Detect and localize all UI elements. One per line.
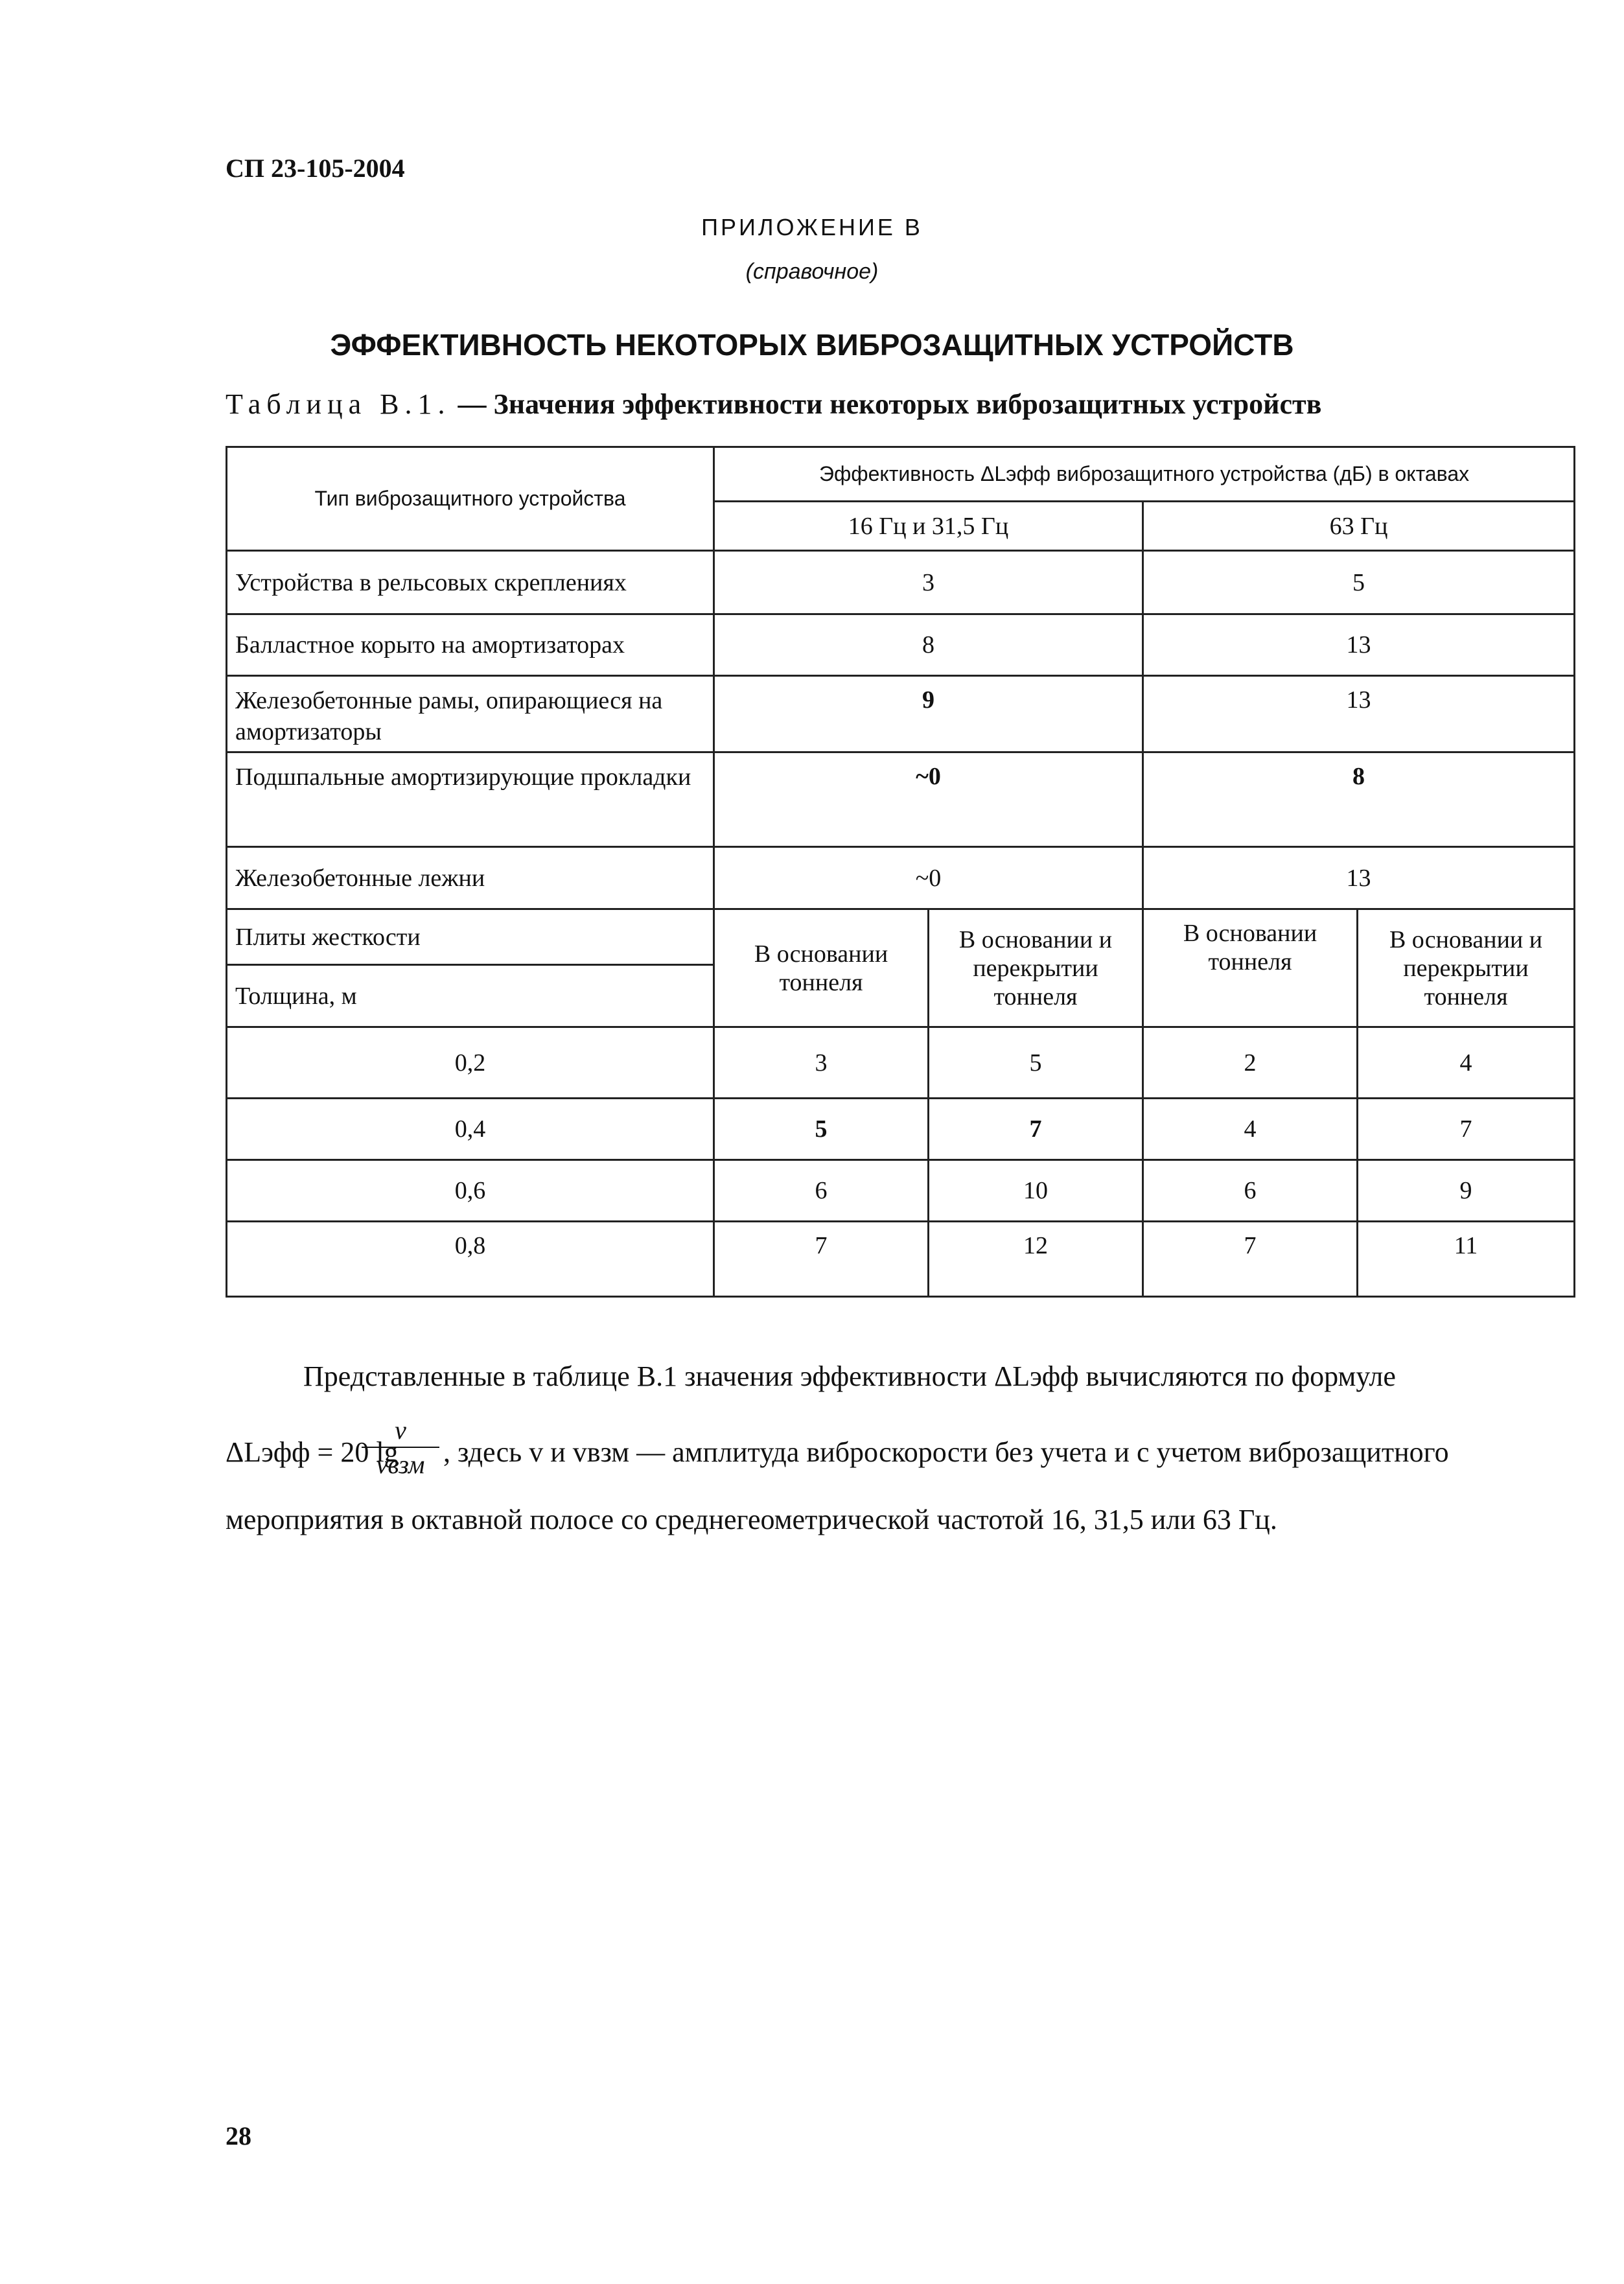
device-value-63: 5 [1143, 551, 1575, 614]
formula-explanation: , здесь v и vвзм — амплитуда виброскорости без учета и с учетом виброзащитного [443, 1436, 1449, 1468]
slab-value: 6 [1143, 1160, 1358, 1222]
formula-line [226, 1416, 1573, 1494]
device-name: Подшпальные амортизирующие прокладки [227, 752, 714, 847]
slab-value: 12 [929, 1222, 1143, 1297]
device-value-low: 3 [714, 551, 1143, 614]
device-value-low: ~0 [714, 752, 1143, 847]
slab-value: 7 [1143, 1222, 1358, 1297]
slab-value: 11 [1358, 1222, 1575, 1297]
slab-value: 2 [1143, 1027, 1358, 1099]
device-value-63: 13 [1143, 614, 1575, 676]
slab-value: 4 [1143, 1099, 1358, 1160]
subheader-base: В основании тоннеля [1143, 909, 1358, 1027]
device-value-low: 8 [714, 614, 1143, 676]
device-value-63: 13 [1143, 676, 1575, 752]
device-name: Железобетонные лежни [227, 847, 714, 909]
thickness-value: 0,4 [227, 1099, 714, 1160]
thickness-value: 0,2 [227, 1027, 714, 1099]
subheader-base-and-ceiling: В основании и перекрытии тоннеля [1358, 909, 1575, 1027]
header-band-63: 63 Гц [1143, 502, 1575, 551]
document-code: СП 23-105-2004 [226, 154, 405, 183]
thickness-value: 0,8 [227, 1222, 714, 1297]
slab-value: 7 [929, 1099, 1143, 1160]
table-caption-label: Таблица В.1. [226, 388, 451, 420]
device-value-63: 13 [1143, 847, 1575, 909]
table-caption [226, 388, 1321, 421]
efficiency-table [226, 446, 1575, 1298]
header-device-type: Тип виброзащитного устройства [227, 447, 714, 551]
page-number: 28 [226, 2121, 251, 2150]
paragraph-frequency: мероприятия в октавной полосе со среднегеометрической частотой 16, 31,5 или 63 Гц. [226, 1504, 1277, 1535]
subheader-base-and-ceiling: В основании и перекрытии тоннеля [929, 909, 1143, 1027]
slab-value: 5 [714, 1099, 929, 1160]
slab-value: 7 [1358, 1099, 1575, 1160]
slab-value: 10 [929, 1160, 1143, 1222]
main-title: ЭФФЕКТИВНОСТЬ НЕКОТОРЫХ ВИБРОЗАЩИТНЫХ УСТРОЙСТВ [330, 328, 1294, 362]
device-value-low: 9 [714, 676, 1143, 752]
subheader-base: В основании тоннеля [714, 909, 929, 1027]
slab-value: 7 [714, 1222, 929, 1297]
appendix-note: (справочное) [745, 259, 879, 284]
device-name: Балластное корыто на амортизаторах [227, 614, 714, 676]
fraction-numerator: v [362, 1415, 439, 1448]
slab-value: 6 [714, 1160, 929, 1222]
formula-fraction [362, 1415, 439, 1480]
slabs-label: Плиты жесткости [227, 909, 714, 965]
slab-value: 4 [1358, 1027, 1575, 1099]
fraction-denominator: vвзм [376, 1450, 425, 1479]
device-value-low: ~0 [714, 847, 1143, 909]
slab-value: 5 [929, 1027, 1143, 1099]
device-name: Устройства в рельсовых скреплениях [227, 551, 714, 614]
formula-lhs: ΔLэфф = 20 lg [226, 1436, 399, 1468]
device-value-63: 8 [1143, 752, 1575, 847]
header-efficiency: Эффективность ΔLэфф виброзащитного устройства (дБ) в октавах [714, 447, 1575, 502]
device-name: Железобетонные рамы, опирающиеся на амортизаторы [227, 676, 714, 752]
slab-value: 9 [1358, 1160, 1575, 1222]
header-band-16-31: 16 Гц и 31,5 Гц [714, 502, 1143, 551]
thickness-label: Толщина, м [227, 965, 714, 1027]
thickness-value: 0,6 [227, 1160, 714, 1222]
paragraph-formula-intro: Представленные в таблице В.1 значения эффективности ΔLэфф вычисляются по формуле [303, 1360, 1396, 1392]
slab-value: 3 [714, 1027, 929, 1099]
table-caption-title: — Значения эффективности некоторых виброзащитных устройств [458, 388, 1322, 420]
appendix-title: ПРИЛОЖЕНИЕ В [701, 214, 923, 240]
